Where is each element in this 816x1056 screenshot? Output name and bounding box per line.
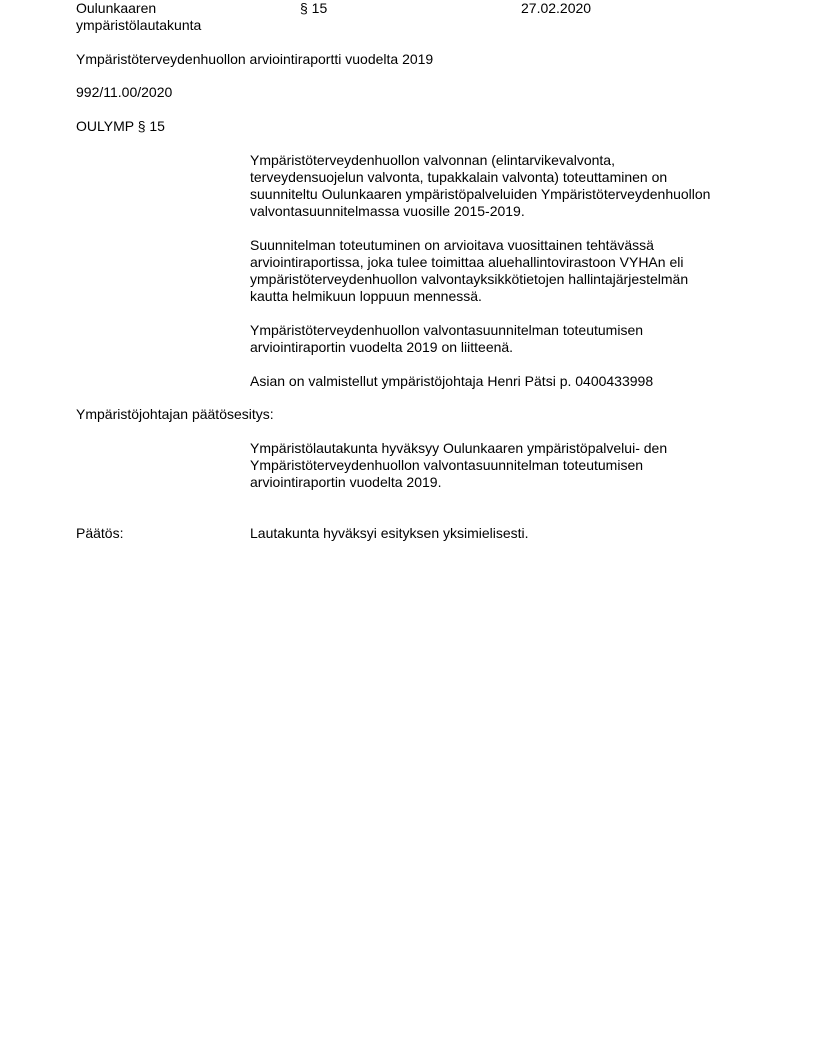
paragraph-line: arviointiraportin vuodelta 2019. [250, 474, 442, 490]
paragraph-line: Suunnitelman toteutuminen on arvioitava vuosittainen tehtävässä [250, 237, 654, 253]
decision-text: Lautakunta hyväksyi esityksen yksimielisesti. [250, 525, 529, 541]
paragraph-line: Ympäristölautakunta hyväksyy Oulunkaaren ympäristöpalvelui- den [250, 440, 668, 456]
document-reference: 992/11.00/2020 [76, 84, 173, 100]
paragraph-line: arviointiraportissa, joka tulee toimittaa aluehallintovirastoon VYHAn eli [250, 254, 684, 270]
body-paragraph-3 [250, 322, 750, 356]
document-section-id: OULYMP § 15 [76, 118, 165, 134]
paragraph-line: ympäristöterveydenhuollon valvontayksikkötietojen hallintajärjestelmän [250, 271, 689, 287]
proposal-text [250, 440, 750, 491]
header-section: § 15 [300, 0, 328, 16]
paragraph-line: arviointiraportin vuodelta 2019 on liitteenä. [250, 339, 514, 355]
header-organization [76, 0, 236, 34]
body-paragraph-2 [250, 237, 750, 305]
header-date: 27.02.2020 [521, 0, 592, 16]
body-paragraph-4 [250, 373, 750, 390]
paragraph-line: Ympäristöterveydenhuollon valvonnan (elintarvikevalvonta, [250, 152, 615, 168]
document-title: Ympäristöterveydenhuollon arviointiraportti vuodelta 2019 [76, 51, 434, 67]
paragraph-line: Ympäristöterveydenhuollon valvontasuunnitelman toteutumisen [250, 322, 644, 338]
paragraph-line: Asian on valmistellut ympäristöjohtaja Henri Pätsi p. 0400433998 [250, 373, 654, 389]
paragraph-line: terveydensuojelun valvonta, tupakkalain valvonta) toteuttaminen on [250, 169, 668, 185]
body-paragraph-1 [250, 152, 750, 220]
decision-label: Päätös: [76, 525, 124, 541]
header-organization-line2: ympäristölautakunta [76, 17, 202, 33]
paragraph-line: kautta helmikuun loppuun mennessä. [250, 288, 482, 304]
paragraph-line: suunniteltu Oulunkaaren ympäristöpalveluiden Ympäristöterveydenhuollon [250, 186, 711, 202]
proposal-label: Ympäristöjohtajan päätösesitys: [76, 406, 274, 422]
paragraph-line: Ympäristöterveydenhuollon valvontasuunnitelman toteutumisen [250, 457, 644, 473]
header-organization-line1: Oulunkaaren [76, 0, 157, 16]
paragraph-line: valvontasuunnitelmassa vuosille 2015-2019. [250, 203, 525, 219]
